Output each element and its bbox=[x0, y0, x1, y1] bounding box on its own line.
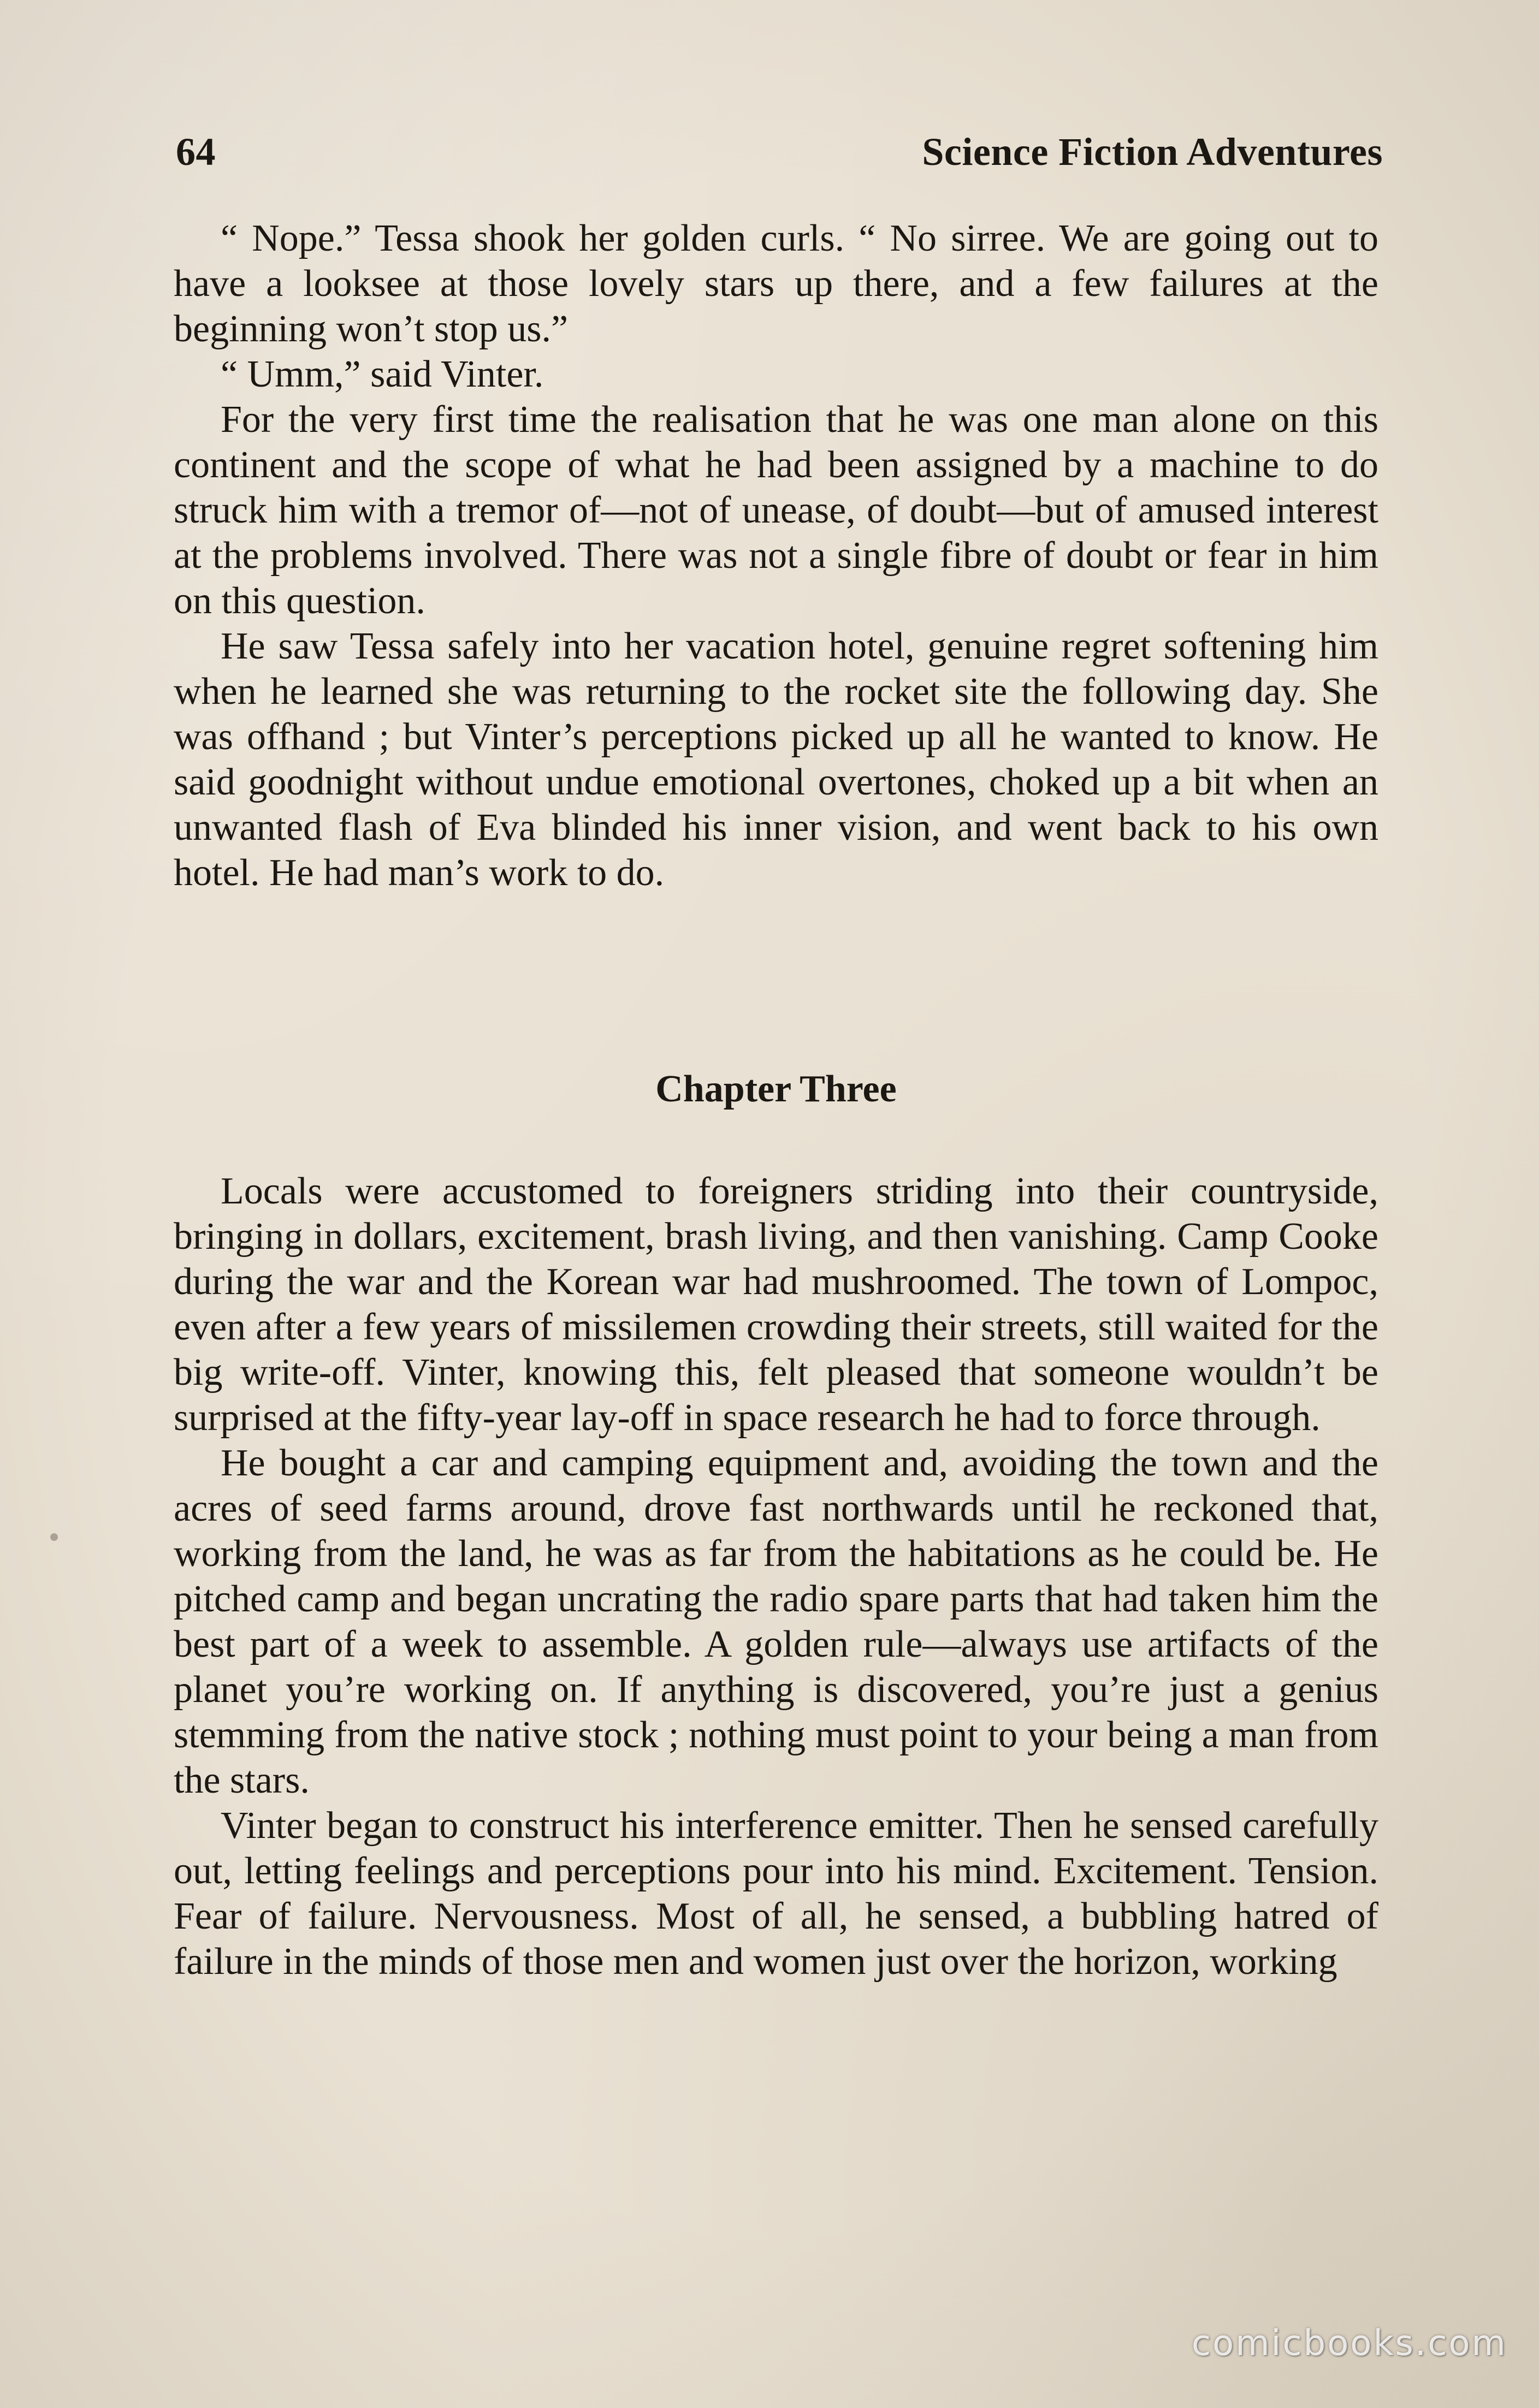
watermark: comicbooks.com bbox=[1191, 2323, 1507, 2364]
paper-speck bbox=[50, 1533, 58, 1541]
publication-title: Science Fiction Adventures bbox=[922, 130, 1383, 174]
paragraph: Locals were accustomed to foreigners striding into their countryside, bringing in dollars, excitement, brash living, and then vanishing. Camp Cooke during the war and the Korean war had mushroomed. The town of Lompoc, even after a few years of missilemen crowding their streets, still waited for the big write-off. Vinter, knowing this, felt pleased that someone wouldn’t be surprised at the fifty-year lay-off in space research he had to force through. bbox=[174, 1170, 1378, 1439]
paragraph: For the very first time the realisation that he was one man alone on this continent and the scope of what he had been assigned by a machine to do struck him with a tremor of—not of unease, of doubt—but of amused interest at the problems involved. There was not a single fibre of doubt or fear in him on this question. bbox=[174, 399, 1378, 622]
chapter-heading: Chapter Three bbox=[655, 1068, 897, 1110]
page-number: 64 bbox=[176, 130, 216, 174]
paragraph: “ Umm,” said Vinter. bbox=[221, 353, 544, 395]
paragraph: He bought a car and camping equipment and, avoiding the town and the acres of seed farms around, drove fast northwards until he reckoned that, working from the land, he was as far from the habitations as he could be. He pitched camp and began uncrating the radio spare parts that had taken him the best part of a week to assemble. A golden rule—always use artifacts of the planet you’re working on. If anything is discovered, you’re just a genius stemming from the native stock ; nothing must point to your being a man from the stars. bbox=[174, 1442, 1378, 1801]
paragraph: He saw Tessa safely into her vacation hotel, genuine regret softening him when he learned she was returning to the rocket site the following day. She was offhand ; but Vinter’s perceptions picked up all he wanted to know. He said goodnight without undue emotional overtones, choked up a bit when an unwanted flash of Eva blinded his inner vision, and went back to his own hotel. He had man’s work to do. bbox=[174, 625, 1378, 894]
text-block-after-chapter bbox=[174, 1169, 1378, 1984]
running-head bbox=[176, 124, 1383, 179]
paragraph: “ Nope.” Tessa shook her golden curls. “ No sirree. We are going out to have a looksee at those lovely stars up there, and a few failures at the beginning won’t stop us.” bbox=[174, 217, 1378, 350]
text-block-before-chapter bbox=[174, 216, 1378, 895]
paragraph: Vinter began to construct his interference emitter. Then he sensed carefully out, letting feelings and perceptions pour into his mind. Excitement. Tension. Fear of failure. Nervousness. Most of all, he sensed, a bubbling hatred of failure in the minds of those men and women just over the horizon, working bbox=[174, 1805, 1378, 1983]
